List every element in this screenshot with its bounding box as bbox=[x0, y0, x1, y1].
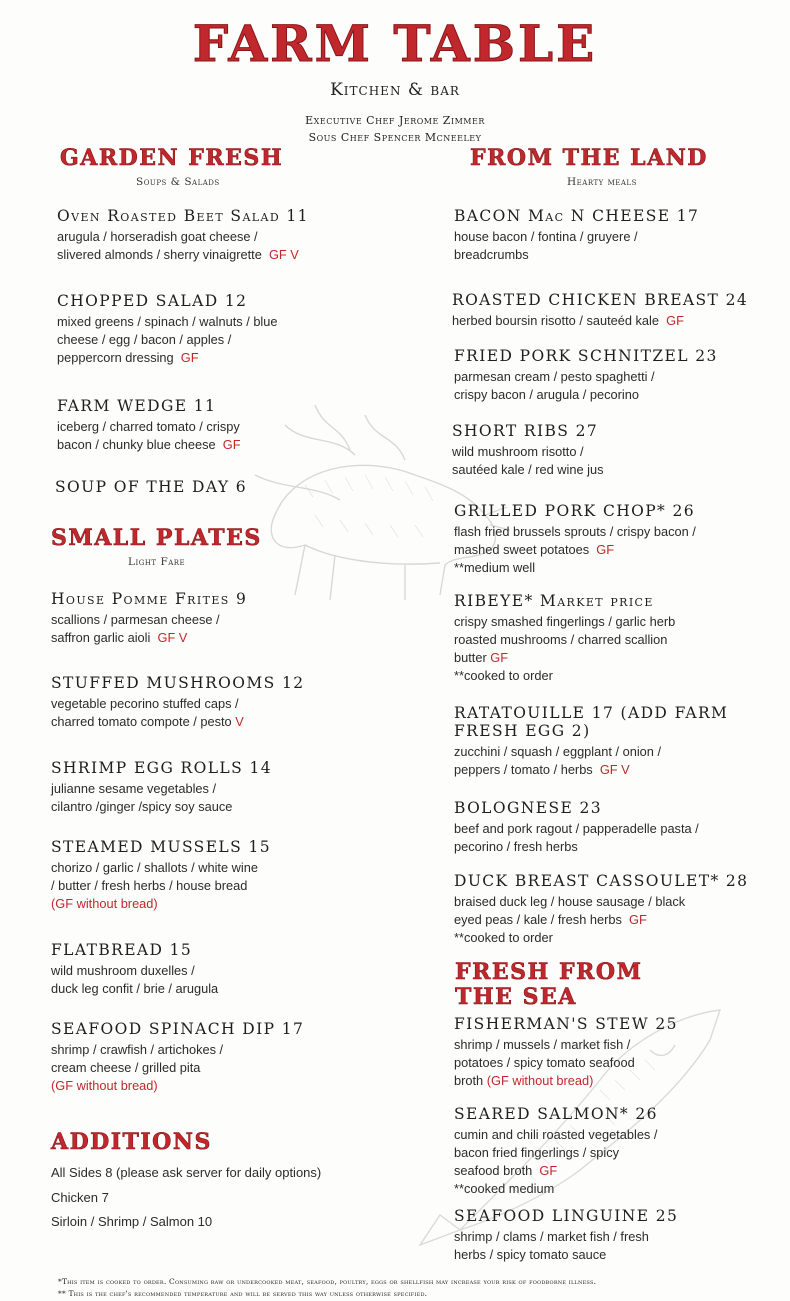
item-desc: pecorino / fresh herbs bbox=[454, 839, 578, 854]
diet-tag: GF V bbox=[268, 247, 299, 262]
item-name: Oven Roasted Beet Salad 11 bbox=[57, 207, 309, 225]
menu-item bbox=[454, 502, 696, 577]
menu-item bbox=[57, 397, 241, 454]
item-desc: potatoes / spicy tomato seafood bbox=[454, 1055, 635, 1070]
restaurant-title: FARM TABLE bbox=[192, 14, 598, 73]
section-title-small-plates: SMALL PLATES bbox=[51, 525, 262, 551]
item-name: ROASTED CHICKEN BREAST 24 bbox=[452, 291, 749, 309]
item-desc: julianne sesame vegetables / bbox=[51, 781, 217, 796]
item-name: House Pomme Frites 9 bbox=[51, 590, 248, 608]
item-desc: parmesan cream / pesto spaghetti / bbox=[454, 369, 655, 384]
menu-item bbox=[454, 704, 754, 779]
item-desc: scallions / parmesan cheese / bbox=[51, 612, 220, 627]
item-name: RATATOUILLE 17 (ADD FARM FRESH EGG 2) bbox=[454, 704, 729, 740]
item-desc: duck leg confit / brie / arugula bbox=[51, 981, 219, 996]
item-name: CHOPPED SALAD 12 bbox=[57, 292, 248, 310]
menu-item bbox=[51, 674, 305, 731]
item-desc: charred tomato compote / pesto bbox=[51, 714, 232, 729]
item-desc: shrimp / clams / market fish / fresh bbox=[454, 1229, 649, 1244]
item-note: **cooked to order bbox=[454, 930, 553, 945]
item-note: **cooked medium bbox=[454, 1181, 555, 1196]
item-desc: crispy bacon / arugula / pecorino bbox=[454, 387, 639, 402]
item-desc: wild mushroom duxelles / bbox=[51, 963, 195, 978]
item-note: (GF without bread) bbox=[51, 1078, 158, 1093]
section-subtitle-from-the-land: Hearty meals bbox=[567, 176, 637, 188]
item-name: SOUP OF THE DAY 6 bbox=[55, 478, 248, 496]
diet-tag: GF bbox=[180, 350, 199, 365]
item-desc: seafood broth bbox=[454, 1163, 533, 1178]
diet-tag: GF bbox=[629, 912, 647, 927]
item-note: **medium well bbox=[454, 560, 536, 575]
diet-tag: GF bbox=[596, 542, 615, 557]
menu-item bbox=[51, 838, 271, 913]
diet-tag: GF V bbox=[157, 630, 188, 645]
item-name: STUFFED MUSHROOMS 12 bbox=[51, 674, 305, 692]
item-desc: sautéed kale / red wine jus bbox=[452, 462, 604, 477]
item-note: (GF without bread) bbox=[51, 896, 158, 911]
item-desc: breadcrumbs bbox=[454, 247, 529, 262]
item-desc: house bacon / fontina / gruyere / bbox=[454, 229, 638, 244]
item-name: FLATBREAD 15 bbox=[51, 941, 193, 959]
menu-item bbox=[452, 422, 604, 479]
menu-item bbox=[454, 207, 699, 264]
item-name: SEAFOOD LINGUINE 25 bbox=[454, 1207, 679, 1225]
item-desc: braised duck leg / house sausage / black bbox=[454, 894, 686, 909]
section-title-from-the-land: FROM THE LAND bbox=[470, 145, 708, 171]
menu-item bbox=[454, 1207, 678, 1264]
footer-disclaimer: *This item is cooked to order. Consuming raw or undercooked meat, seafood, poultry, eggs or shellfish may increase your risk of foodborne illness. bbox=[58, 1277, 597, 1286]
menu-item bbox=[454, 592, 675, 685]
executive-chef: Executive Chef Jerome Zimmer bbox=[305, 114, 485, 127]
item-desc: bacon / chunky blue cheese bbox=[57, 437, 216, 452]
diet-tag: GF bbox=[666, 313, 684, 328]
item-desc: cheese / egg / bacon / apples / bbox=[57, 332, 232, 347]
menu-item bbox=[454, 1015, 678, 1090]
item-desc: peppers / tomato / herbs bbox=[454, 762, 593, 777]
item-desc: cumin and chili roasted vegetables / bbox=[454, 1127, 658, 1142]
item-desc: flash fried brussels sprouts / crispy bacon / bbox=[454, 524, 696, 539]
menu-item bbox=[51, 1020, 304, 1095]
section-subtitle-small-plates: Light Fare bbox=[128, 556, 186, 568]
item-desc: chorizo / garlic / shallots / white wine bbox=[51, 860, 258, 875]
item-desc: shrimp / mussels / market fish / bbox=[454, 1037, 631, 1052]
item-name: STEAMED MUSSELS 15 bbox=[51, 838, 271, 856]
item-name: RIBEYE* Market price bbox=[454, 592, 654, 610]
item-name: FISHERMAN'S STEW 25 bbox=[454, 1015, 678, 1033]
item-desc: saffron garlic aioli bbox=[51, 630, 151, 645]
item-desc: broth bbox=[454, 1073, 484, 1088]
item-name: DUCK BREAST CASSOULET* 28 bbox=[454, 872, 749, 890]
item-name: FARM WEDGE 11 bbox=[57, 397, 217, 415]
menu-item bbox=[51, 590, 247, 647]
item-desc: iceberg / charred tomato / crispy bbox=[57, 419, 240, 434]
item-desc: cream cheese / grilled pita bbox=[51, 1060, 201, 1075]
item-desc: roasted mushrooms / charred scallion bbox=[454, 632, 668, 647]
section-title-additions: ADDITIONS bbox=[51, 1129, 212, 1155]
diet-tag: GF bbox=[222, 437, 241, 452]
addition-item: All Sides 8 (please ask server for daily options) bbox=[51, 1165, 322, 1180]
item-name: SHRIMP EGG ROLLS 14 bbox=[51, 759, 272, 777]
menu-item bbox=[452, 291, 748, 330]
footer-temperature-note: ** This is the chef's recommended temperature and will be served this way unless otherwise specified. bbox=[58, 1289, 428, 1298]
item-name: GRILLED PORK CHOP* 26 bbox=[454, 502, 696, 520]
item-desc: wild mushroom risotto / bbox=[452, 444, 584, 459]
menu-item bbox=[454, 799, 699, 856]
menu-item bbox=[51, 759, 272, 816]
item-desc: arugula / horseradish goat cheese / bbox=[57, 229, 258, 244]
item-name: SHORT RIBS 27 bbox=[452, 422, 599, 440]
addition-item: Chicken 7 bbox=[51, 1190, 109, 1205]
item-desc: mixed greens / spinach / walnuts / blue bbox=[57, 314, 278, 329]
item-desc: shrimp / crawfish / artichokes / bbox=[51, 1042, 224, 1057]
item-note: **cooked to order bbox=[454, 668, 553, 683]
sous-chef: Sous Chef Spencer Mcneeley bbox=[308, 131, 482, 144]
section-subtitle-garden-fresh: Soups & Salads bbox=[136, 176, 220, 188]
item-desc: cilantro /ginger /spicy soy sauce bbox=[51, 799, 233, 814]
addition-item: Sirloin / Shrimp / Salmon 10 bbox=[51, 1214, 213, 1229]
item-desc: vegetable pecorino stuffed caps / bbox=[51, 696, 239, 711]
section-title-garden-fresh: GARDEN FRESH bbox=[60, 145, 284, 171]
item-name: BACON Mac N CHEESE 17 bbox=[454, 207, 700, 225]
item-desc: herbs / spicy tomato sauce bbox=[454, 1247, 607, 1262]
item-desc: bacon fried fingerlings / spicy bbox=[454, 1145, 620, 1160]
item-name: BOLOGNESE 23 bbox=[454, 799, 603, 817]
item-desc: beef and pork ragout / papperadelle pasta / bbox=[454, 821, 699, 836]
diet-tag: V bbox=[235, 714, 244, 729]
item-name: SEAFOOD SPINACH DIP 17 bbox=[51, 1020, 305, 1038]
item-desc: mashed sweet potatoes bbox=[454, 542, 590, 557]
item-desc: slivered almonds / sherry vinaigrette bbox=[57, 247, 262, 262]
item-name: SEARED SALMON* 26 bbox=[454, 1105, 658, 1123]
menu-item bbox=[454, 872, 748, 947]
restaurant-subtitle: Kitchen & bar bbox=[330, 80, 460, 100]
menu-item bbox=[57, 207, 309, 264]
item-desc: peppercorn dressing bbox=[57, 350, 174, 365]
item-name: FRIED PORK SCHNITZEL 23 bbox=[454, 347, 718, 365]
diet-tag: GF V bbox=[599, 762, 630, 777]
diet-tag: GF bbox=[490, 650, 509, 665]
section-title-fresh-from-the-sea: FRESH FROM THE SEA bbox=[455, 959, 643, 1010]
menu-item bbox=[51, 941, 218, 998]
diet-tag: (GF without bread) bbox=[486, 1073, 594, 1088]
menu-item bbox=[55, 478, 247, 499]
item-desc: butter bbox=[454, 650, 487, 665]
item-desc: / butter / fresh herbs / house bread bbox=[51, 878, 248, 893]
item-desc: herbed boursin risotto / sauteéd kale bbox=[452, 313, 660, 328]
menu-item bbox=[57, 292, 278, 367]
menu-item bbox=[454, 1105, 658, 1198]
item-desc: eyed peas / kale / fresh herbs bbox=[454, 912, 622, 927]
diet-tag: GF bbox=[539, 1163, 558, 1178]
item-desc: zucchini / squash / eggplant / onion / bbox=[454, 744, 662, 759]
menu-item bbox=[454, 347, 718, 404]
item-desc: crispy smashed fingerlings / garlic herb bbox=[454, 614, 676, 629]
